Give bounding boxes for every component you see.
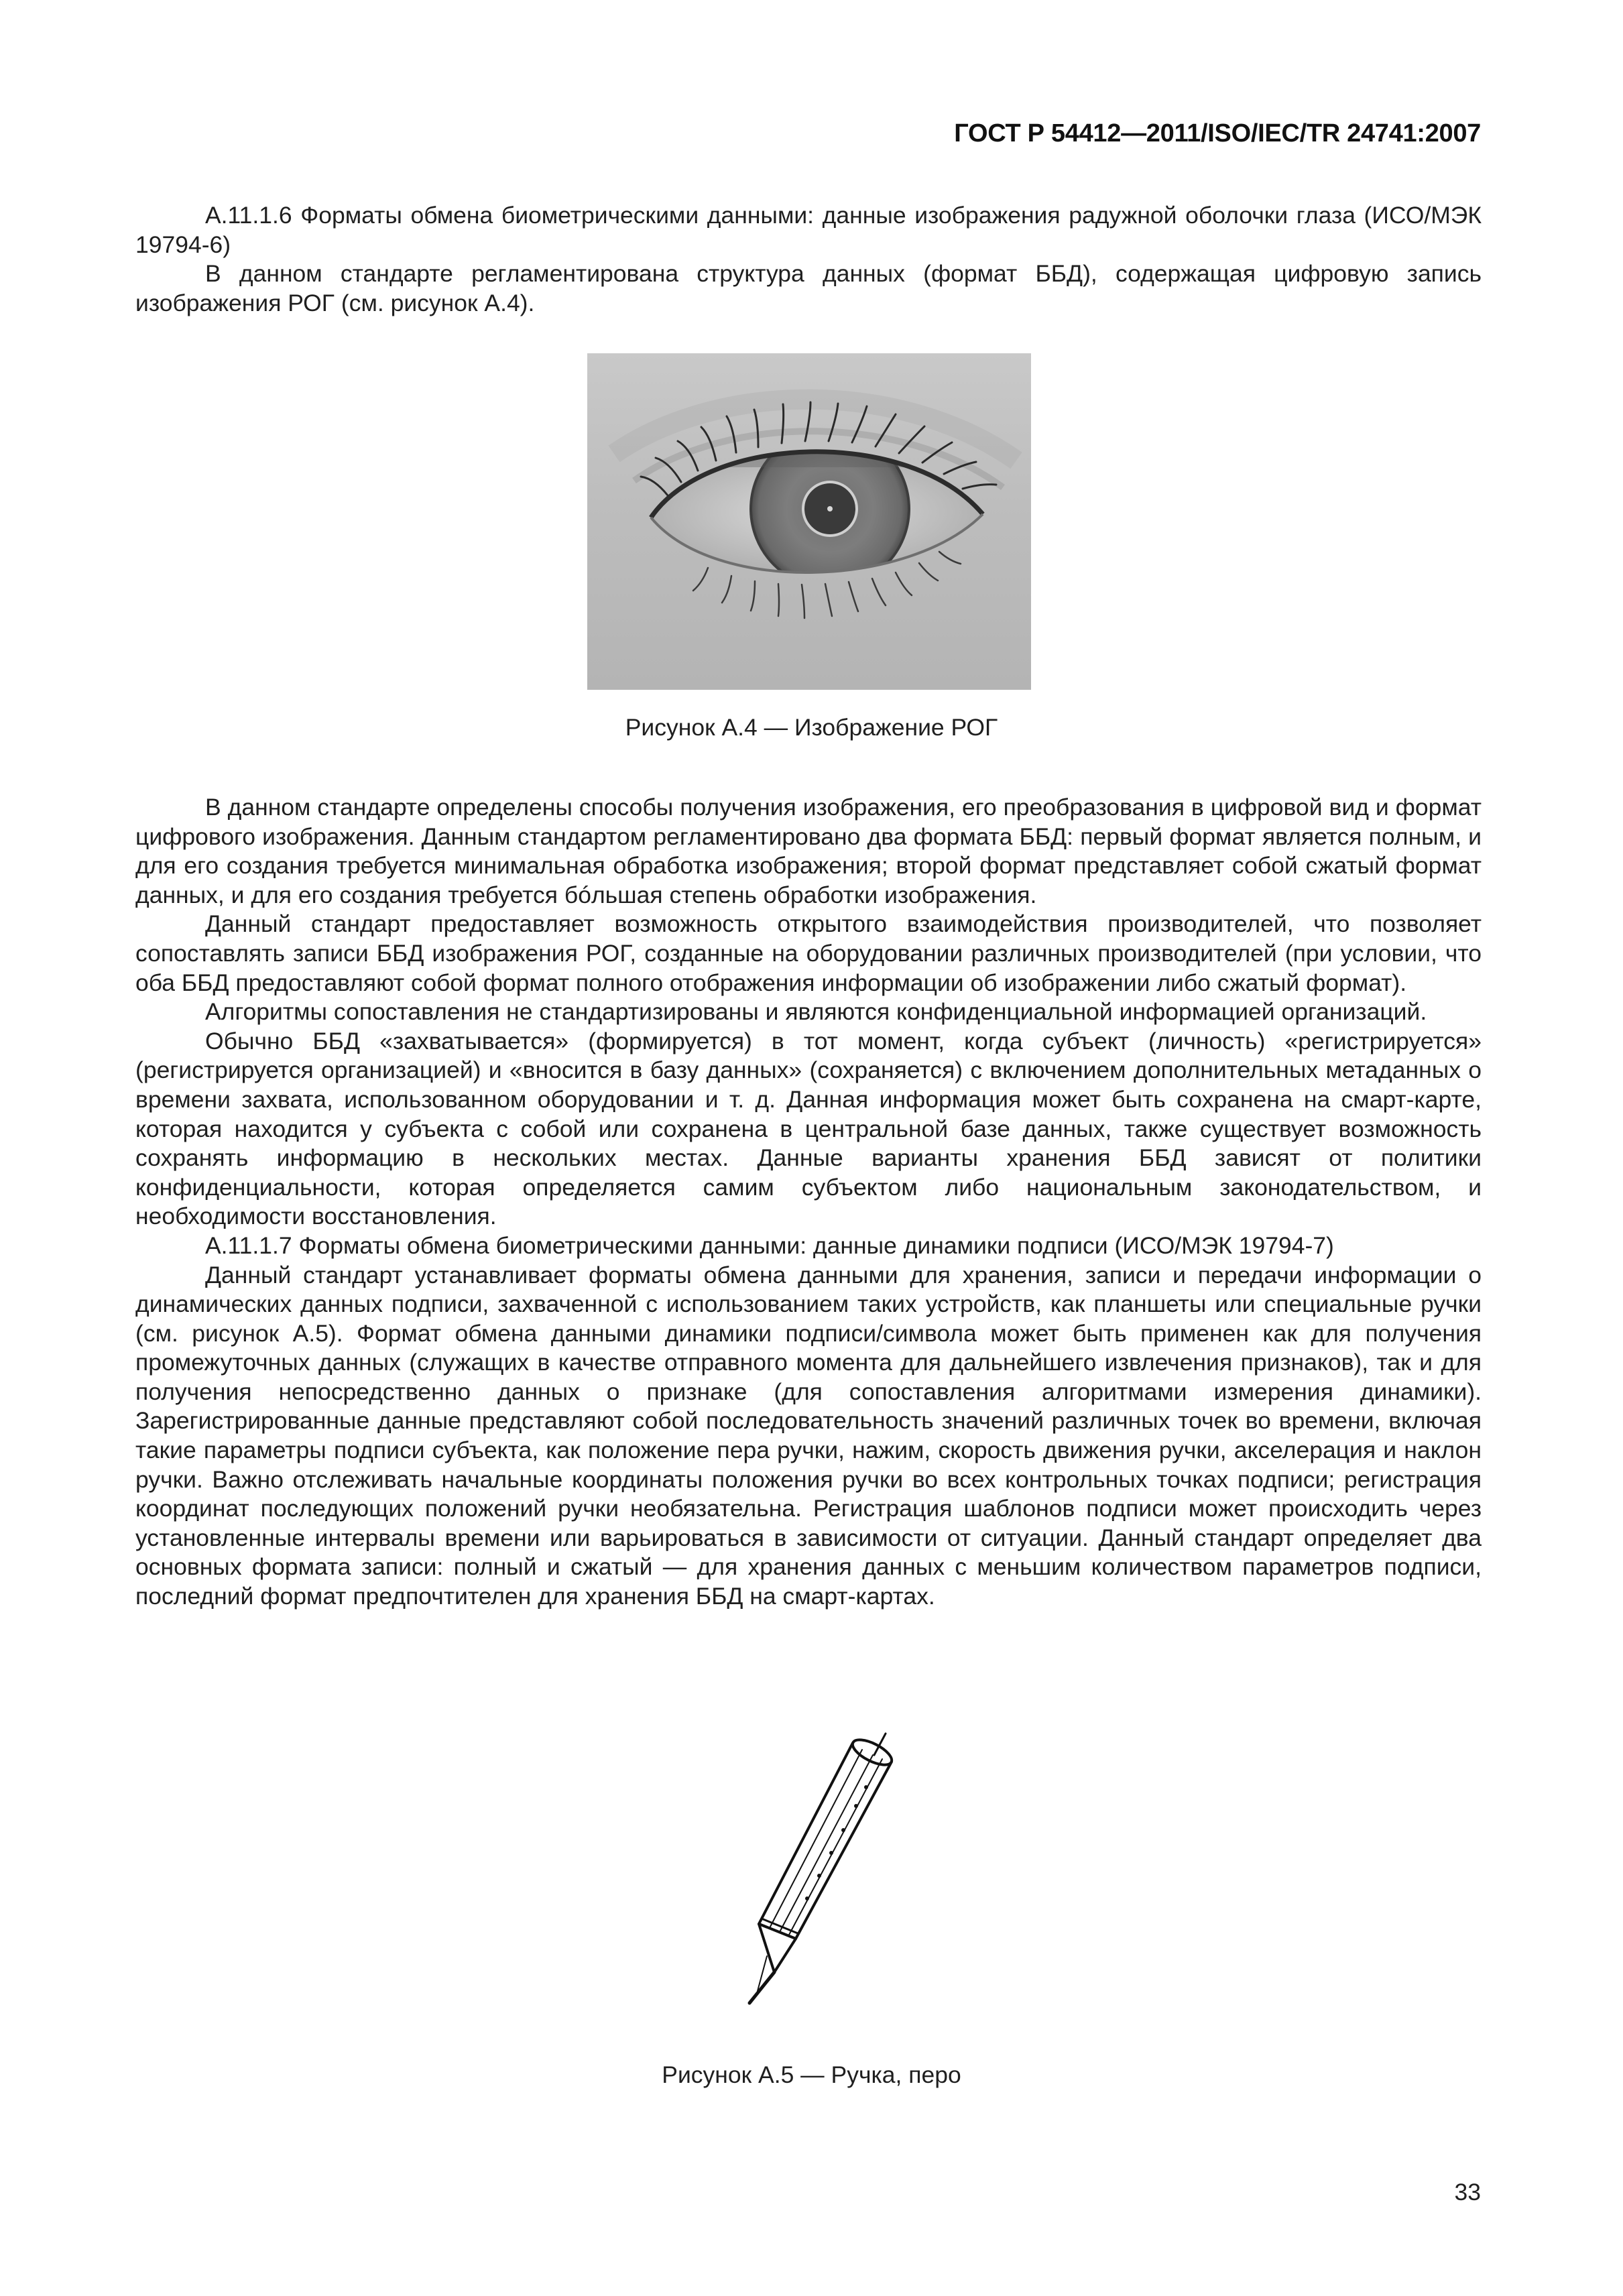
paragraph: А.11.1.7 Форматы обмена биометрическими данными: данные динамики подписи (ИСО/МЭК 19794-7) bbox=[205, 1231, 1334, 1259]
figure-a4-caption: Рисунок А.4 — Изображение РОГ bbox=[625, 714, 998, 741]
paragraph: Данный стандарт предоставляет возможность открытого взаимодействия производителей, что позволяет сопоставлять записи ББД изображения РОГ, созданные на оборудовании различных производителей (при условии, что оба ББД предоставляют собой формат полного отображения информации об изображении либо сжатый формат). bbox=[135, 910, 1482, 996]
paragraph: Алгоритмы сопоставления не стандартизированы и являются конфиденциальной информацией организаций. bbox=[205, 998, 1427, 1026]
paragraph: Обычно ББД «захватывается» (формируется) в тот момент, когда субъект (личность) «регистрируется» (регистрируется организацией) и «вносится в базу данных» (сохраняется) с включением дополнительных метаданных о времени захвата, использованном оборудовании и т. д. Данная информация может быть сохранена на смарт-карте, которая находится у субъекта с собой или сохранена в центральной базе данных, также существует возможность сохранять информацию в нескольких местах. Данные варианты хранения ББД зависят от политики конфиденциальности, которая определяется самим субъектом либо национальным законодательством, и необходимости восстановления. bbox=[135, 1027, 1482, 1230]
section-b-text bbox=[135, 793, 1482, 1612]
paragraph: Данный стандарт устанавливает форматы обмена данными для хранения, записи и передачи информации о динамических данных подписи, захваченной с использованием таких устройств, как планшеты или специальные ручки (см. рисунок А.5). Формат обмена данными динамики подписи/символа может быть применен как для получения промежуточных данных (служащих в качестве отправного момента для дальнейшего извлечения признаков), так и для получения непосредственно данных о признаке (для сопоставления алгоритмами измерения динамики). Зарегистрированные данные представляют собой последовательность значений различных точек во времени, включая такие параметры подписи субъекта, как положение пера ручки, нажим, скорость движения ручки, акселерация и наклон ручки. Важно отслеживать начальные координаты положения ручки во всех контрольных точках подписи; регистрация координат последующих положений ручки необязательна. Регистрация шаблонов подписи может происходить через установленные интервалы времени или варьироваться в зависимости от ситуации. Данный стандарт определяет два основных формата записи: полный и сжатый — для хранения данных с меньшим количеством параметров подписи, последний формат предпочтителен для хранения ББД на смарт-картах. bbox=[135, 1261, 1482, 1610]
section-a-text bbox=[135, 201, 1482, 318]
paragraph: А.11.1.6 Форматы обмена биометрическими данными: данные изображения радужной оболочки глаза (ИСО/МЭК 19794-6) bbox=[135, 202, 1482, 258]
page-number: 33 bbox=[1454, 2179, 1481, 2206]
pen-figure bbox=[717, 1723, 912, 2018]
paragraph: В данном стандарте определены способы получения изображения, его преобразования в цифровой вид и формат цифрового изображения. Данным стандартом регламентировано два формата ББД: первый формат является полным, и для его создания требуется минимальная обработка изображения; второй формат представляет собой сжатый формат данных, и для его создания требуется бóльшая степень обработки изображения. bbox=[135, 794, 1482, 908]
figure-a5-caption: Рисунок А.5 — Ручка, перо bbox=[662, 2061, 961, 2088]
paragraph: В данном стандарте регламентирована структура данных (формат ББД), содержащая цифровую запись изображения РОГ (см. рисунок А.4). bbox=[135, 260, 1482, 316]
iris-figure bbox=[587, 353, 1031, 690]
standard-header: ГОСТ Р 54412—2011/ISO/IEC/TR 24741:2007 bbox=[954, 119, 1481, 147]
